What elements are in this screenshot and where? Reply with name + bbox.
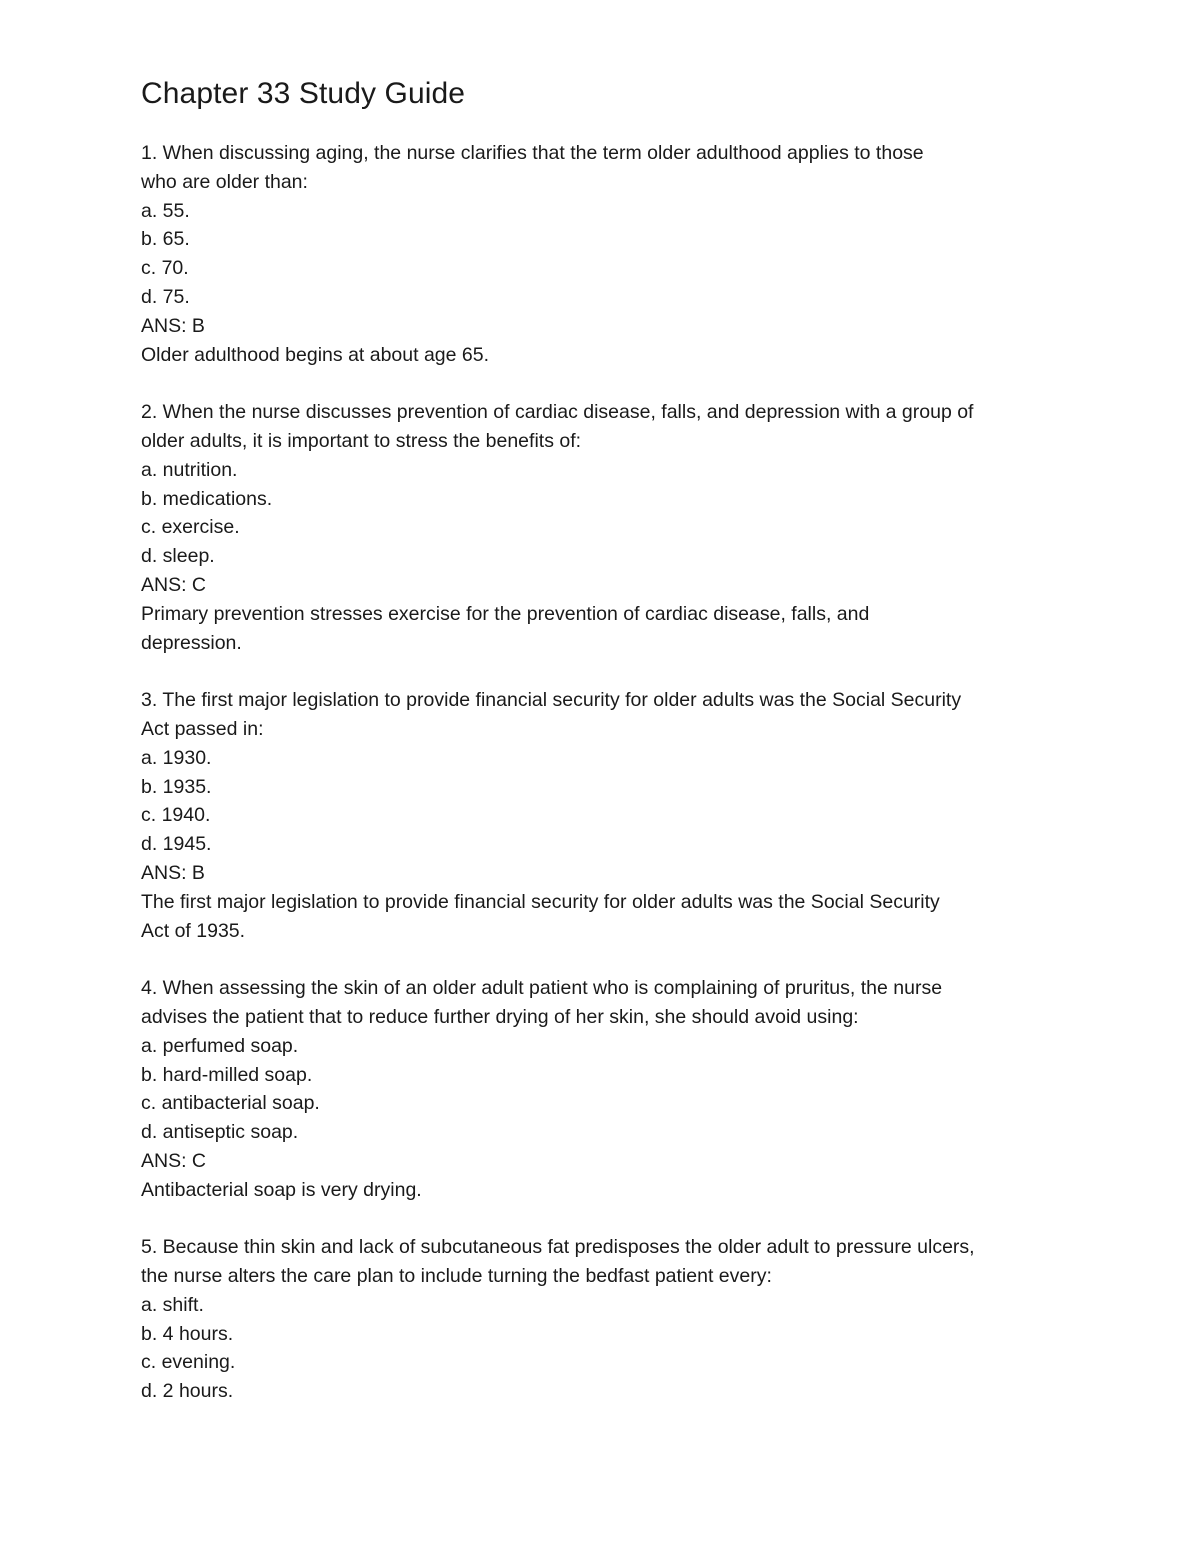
answer-option-c: c. 70. — [141, 257, 189, 280]
answer-option-d: d. 1945. — [141, 833, 212, 856]
answer-option-d: d. 2 hours. — [141, 1380, 234, 1403]
answer-key: ANS: B — [141, 861, 205, 884]
answer-key: ANS: B — [141, 314, 205, 337]
question-stem: the nurse alters the care plan to include turning the bedfast patient every: — [141, 1265, 772, 1288]
answer-option-a: a. shift. — [141, 1293, 204, 1316]
question-3 — [141, 686, 1071, 945]
rationale: Primary prevention stresses exercise for the prevention of cardiac disease, falls, and — [141, 602, 870, 625]
answer-option-a: a. 1930. — [141, 746, 212, 769]
answer-option-c: c. exercise. — [141, 516, 240, 539]
page-title: Chapter 33 Study Guide — [141, 77, 466, 110]
question-stem: older adults, it is important to stress the benefits of: — [141, 429, 582, 452]
question-5 — [141, 1233, 1071, 1406]
rationale: Act of 1935. — [141, 919, 246, 942]
answer-option-d: d. antiseptic soap. — [141, 1121, 299, 1144]
answer-option-a: a. 55. — [141, 199, 190, 222]
answer-option-b: b. medications. — [141, 487, 273, 510]
answer-option-b: b. 1935. — [141, 775, 212, 798]
answer-key: ANS: C — [141, 1149, 207, 1172]
answer-option-d: d. 75. — [141, 285, 190, 308]
answer-option-b: b. hard-milled soap. — [141, 1063, 313, 1086]
answer-option-a: a. nutrition. — [141, 458, 238, 481]
question-stem: who are older than: — [141, 170, 308, 193]
question-1 — [141, 139, 1071, 369]
rationale: The first major legislation to provide financial security for older adults was the Social Security — [141, 890, 940, 913]
answer-option-c: c. antibacterial soap. — [141, 1092, 320, 1115]
rationale: depression. — [141, 631, 242, 654]
question-stem: 3. The first major legislation to provide financial security for older adults was the Social Security — [141, 689, 962, 712]
question-stem: 2. When the nurse discusses prevention of cardiac disease, falls, and depression with a group of — [141, 401, 974, 424]
question-stem: advises the patient that to reduce further drying of her skin, she should avoid using: — [141, 1005, 859, 1028]
answer-option-d: d. sleep. — [141, 545, 215, 568]
question-stem: 4. When assessing the skin of an older adult patient who is complaining of pruritus, the nurse — [141, 977, 943, 1000]
question-4 — [141, 974, 1071, 1204]
answer-option-c: c. evening. — [141, 1351, 236, 1374]
question-stem: Act passed in: — [141, 717, 264, 740]
question-stem: 1. When discussing aging, the nurse clarifies that the term older adulthood applies to those — [141, 142, 924, 164]
rationale: Antibacterial soap is very drying. — [141, 1178, 422, 1201]
question-stem: 5. Because thin skin and lack of subcutaneous fat predisposes the older adult to pressure ulcers, — [141, 1236, 975, 1259]
answer-option-c: c. 1940. — [141, 804, 211, 827]
answer-key: ANS: C — [141, 573, 207, 596]
answer-option-a: a. perfumed soap. — [141, 1034, 299, 1057]
answer-option-b: b. 4 hours. — [141, 1322, 234, 1345]
rationale: Older adulthood begins at about age 65. — [141, 343, 490, 366]
document-page — [141, 76, 1071, 1435]
answer-option-b: b. 65. — [141, 228, 190, 251]
question-2 — [141, 398, 1071, 657]
